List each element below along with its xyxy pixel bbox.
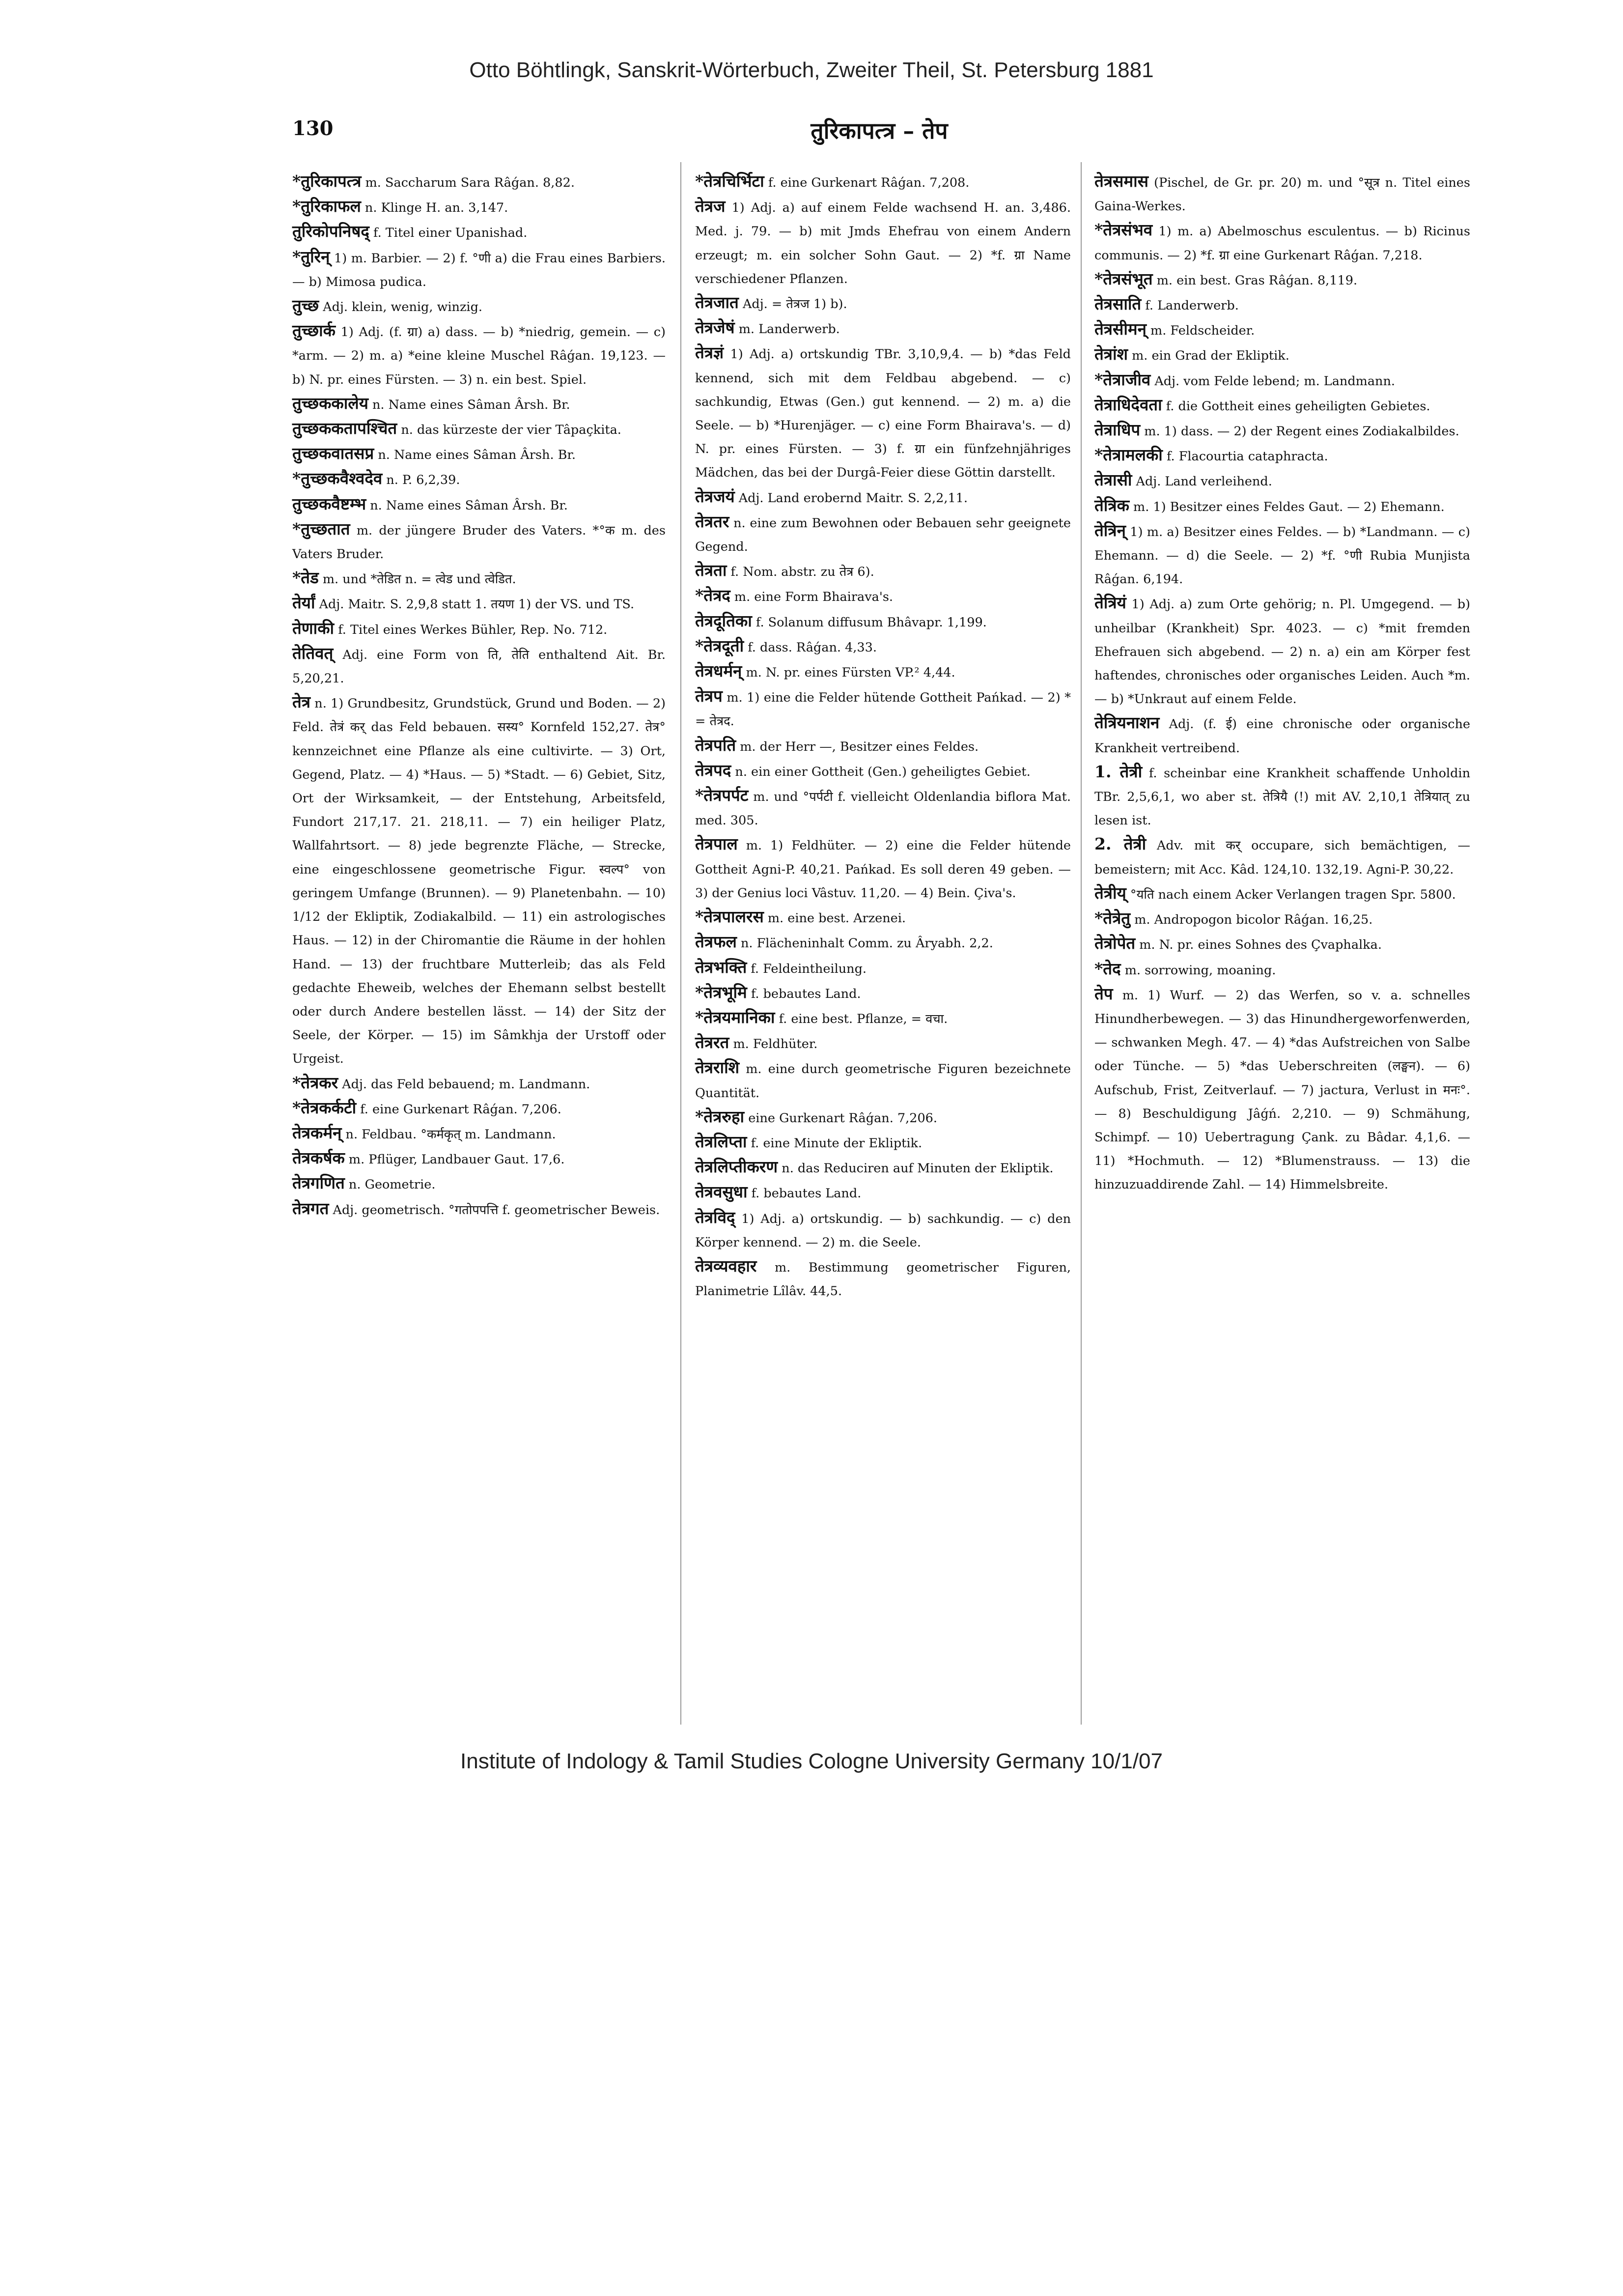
entry-headword: तेत्रासी [1094, 470, 1132, 490]
entry-headword: तेतिवत् [292, 643, 334, 663]
entry-definition: eine Gurkenart Râǵan. 7,206. [744, 1110, 938, 1126]
dictionary-column-2 [695, 170, 1071, 1303]
dictionary-entry [1094, 418, 1470, 443]
dictionary-entry [1094, 907, 1470, 932]
entry-definition: m. eine best. Arzenei. [763, 911, 906, 926]
dictionary-entry [695, 759, 1071, 784]
dictionary-entry [1094, 342, 1470, 368]
entry-headword: तेत्रज्ञं [695, 343, 724, 363]
entry-definition: n. das Reduciren auf Minuten der Ekliptik. [778, 1161, 1054, 1176]
entry-definition: f. bebautes Land. [747, 1186, 862, 1201]
entry-definition: m. und *तेडित n. = त्वेड und त्वेडित. [318, 572, 516, 587]
entry-headword: तेत्रिक [1094, 495, 1129, 515]
dictionary-entry [1094, 468, 1470, 493]
column-divider [1081, 162, 1082, 1725]
dictionary-entry [695, 609, 1071, 634]
dictionary-entry [695, 559, 1071, 584]
entry-definition: 1) m. a) Besitzer eines Feldes. — b) *Landmann. — c) Ehemann. — d) die Seele. — 2) *f. °णी Rubia Munjista Râǵan. 6,194. [1094, 524, 1470, 587]
entry-headword: तुच्छककालेय [292, 393, 368, 413]
dictionary-entry [695, 1180, 1071, 1205]
entry-definition: n. Flächeninhalt Comm. zu Âryabh. 2,2. [736, 936, 993, 951]
dictionary-entry [695, 734, 1071, 759]
entry-headword: तेत्रगत [292, 1198, 329, 1218]
entry-headword: तेत्रकर्षक [292, 1148, 345, 1168]
dictionary-entry [695, 1056, 1071, 1105]
entry-headword: तेत्रसाति [1094, 294, 1142, 314]
entry-definition: m. N. pr. eines Fürsten VP.² 4,44. [742, 665, 955, 680]
dictionary-entry [695, 930, 1071, 955]
dictionary-entry [695, 784, 1071, 832]
entry-headword: तेत्ररत [695, 1033, 729, 1052]
dictionary-entry [695, 634, 1071, 659]
dictionary-entry [695, 659, 1071, 684]
dictionary-entry [292, 1197, 666, 1222]
entry-headword: *तेत्रकर [292, 1073, 338, 1092]
entry-headword: तेत्रज [695, 197, 726, 216]
page-number: 130 [292, 117, 334, 140]
dictionary-entry [292, 1121, 666, 1146]
entry-headword: तेत्रता [695, 561, 727, 580]
entry-headword: तेत्रप [695, 686, 723, 706]
dictionary-entry [292, 245, 666, 294]
entry-definition: Adj. klein, wenig, winzig. [319, 300, 483, 315]
dictionary-entry [1094, 494, 1470, 519]
document-footer: Institute of Indology & Tamil Studies Cologne University Germany 10/1/07 [460, 1749, 1163, 1773]
entry-definition: Adj. (f. ई) eine chronische oder organische Krankheit vertreibend. [1094, 717, 1470, 756]
dictionary-entry [292, 294, 666, 319]
dictionary-entry [695, 1254, 1071, 1303]
entry-definition: Adj. geometrisch. °गतोपपत्ति f. geometrischer Beweis. [329, 1202, 660, 1218]
entry-headword: तेत्रिन् [1094, 520, 1126, 540]
entry-headword: तेत्रराशि [695, 1058, 740, 1077]
dictionary-entry [695, 1130, 1071, 1155]
entry-definition: n. Name eines Sâman Ârsh. Br. [366, 498, 568, 513]
entry-definition: 1) m. Barbier. — 2) f. °णी a) die Frau eines Barbiers. — b) Mimosa pudica. [292, 251, 666, 289]
entry-definition: 1) Adj. a) ortskundig. — b) sachkundig. — c) den Körper kennend. — 2) m. die Seele. [695, 1211, 1071, 1250]
dictionary-entry [292, 517, 666, 566]
entry-headword: तेत्रलिप्ता [695, 1132, 747, 1151]
dictionary-entry [1094, 443, 1470, 468]
entry-headword: *तेत्ररुहा [695, 1106, 745, 1126]
dictionary-entry [695, 170, 1071, 195]
entry-headword: *तेत्रकर्कटी [292, 1098, 357, 1117]
entry-definition: f. dass. Râǵan. 4,33. [744, 640, 877, 655]
entry-definition: f. Landerwerb. [1141, 298, 1239, 313]
dictionary-entry [1094, 519, 1470, 592]
entry-headword: तेत्रपति [695, 735, 736, 755]
dictionary-entry [695, 832, 1071, 905]
dictionary-entry [1094, 292, 1470, 317]
entry-definition: Adj. eine Form von ति, तेति enthaltend Ait. Br. 5,20,21. [292, 647, 666, 686]
entry-headword: तेत्रजात [695, 293, 739, 312]
dictionary-entry [1094, 317, 1470, 342]
entry-headword: *तेत्राजीव [1094, 369, 1151, 389]
entry-headword: तेत्रविद् [695, 1207, 735, 1227]
entry-definition: Adj. vom Felde lebend; m. Landmann. [1150, 373, 1396, 389]
entry-definition: m. der Herr —, Besitzer eines Feldes. [736, 739, 979, 754]
dictionary-entry [292, 1171, 666, 1196]
dictionary-entry [695, 1105, 1071, 1130]
entry-definition: n. das kürzeste der vier Tâpaçkita. [397, 423, 621, 438]
entry-headword: 2. तेत्री [1094, 834, 1147, 854]
entry-definition: 1) m. a) Abelmoschus esculentus. — b) Ricinus communis. — 2) *f. ग्रा eine Gurkenart Râǵan. 7,218. [1094, 224, 1470, 263]
entry-headword: तेत्र [292, 692, 311, 712]
entry-headword: *तुच्छतात [292, 519, 350, 539]
entry-definition: m. 1) Feldhüter. — 2) eine die Felder hütende Gottheit Agni-P. 40,21. Pańkad. Es soll deren 49 geben. — 3) der Genius loci Vâstuv. 11,20. — 4) Bein. Çiva's. [695, 838, 1071, 901]
entry-headword: तेत्रपाल [695, 834, 738, 854]
entry-definition: 1) Adj. a) auf einem Felde wachsend H. an. 3,486. Med. j. 79. — b) mit Jmds Ehefrau von einem Andern erzeugt; m. ein solcher Sohn Gaut. — 2) *f. ग्रा Name verschiedener Pflanzen. [695, 200, 1071, 286]
entry-headword: तेत्रदूतिका [695, 611, 752, 630]
entry-headword: तुच्छकवैष्टम्भ [292, 494, 366, 513]
entry-definition: m. Landerwerb. [734, 322, 840, 337]
entry-headword: तेत्रांश [1094, 344, 1128, 364]
entry-headword: तेत्रजयं [695, 486, 735, 506]
dictionary-entry [1094, 881, 1470, 907]
entry-definition: m. Andropogon bicolor Râǵan. 16,25. [1130, 912, 1373, 928]
entry-definition: m. sorrowing, moaning. [1120, 963, 1276, 978]
document-header: Otto Böhtlingk, Sanskrit-Wörterbuch, Zweiter Theil, St. Petersburg 1881 [469, 58, 1154, 82]
entry-headword: तेणाकी [292, 618, 335, 638]
entry-definition: Adj. Maitr. S. 2,9,8 statt 1. तयण 1) der VS. und TS. [315, 597, 635, 612]
dictionary-entry [695, 981, 1071, 1006]
entry-headword: तेत्राधिदेवता [1094, 395, 1162, 414]
entry-definition: n. Name eines Sâman Ârsh. Br. [368, 397, 570, 412]
dictionary-entry [292, 195, 666, 220]
dictionary-entry [292, 492, 666, 517]
entry-definition: n. Name eines Sâman Ârsh. Br. [374, 448, 576, 463]
entry-definition: m. Feldscheider. [1146, 323, 1255, 339]
entry-definition: Adj. Land verleihend. [1132, 474, 1272, 489]
entry-headword: तेत्रधर्मन् [695, 661, 742, 681]
dictionary-entry [695, 1155, 1071, 1180]
dictionary-entry [1094, 832, 1470, 881]
entry-definition: f. eine Minute der Ekliptik. [747, 1135, 923, 1151]
entry-headword: तेत्रजेषं [695, 318, 735, 338]
entry-headword: तेत्रसीमन् [1094, 319, 1147, 339]
entry-definition: n. P. 6,2,39. [382, 473, 460, 488]
dictionary-entry [695, 1031, 1071, 1056]
entry-headword: तेत्रियनाशन [1094, 713, 1160, 733]
entry-definition: n. Geometrie. [344, 1177, 436, 1192]
entry-headword: *तेत्रामलकी [1094, 445, 1163, 465]
dictionary-entry [1094, 218, 1470, 267]
entry-headword: तेत्रियं [1094, 593, 1126, 613]
entry-definition: (Pischel, de Gr. pr. 20) m. und °सूत्र n. Titel eines Gaina-Werkes. [1094, 175, 1470, 214]
entry-definition: m. 1) Besitzer eines Feldes Gaut. — 2) Ehemann. [1129, 499, 1445, 514]
dictionary-entry [1094, 982, 1470, 1197]
entry-headword: *तेत्रभूमि [695, 982, 747, 1002]
dictionary-entry [292, 170, 666, 195]
dictionary-entry [1094, 267, 1470, 292]
entry-headword: *तेत्रसंभूत [1094, 269, 1153, 288]
entry-definition: f. bebautes Land. [747, 986, 861, 1001]
entry-headword: *तुरिकाफल [292, 197, 361, 216]
entry-headword: 1. तेत्री [1094, 762, 1143, 781]
entry-definition: m. ein best. Gras Râǵan. 8,119. [1152, 273, 1358, 288]
dictionary-entry [695, 956, 1071, 981]
running-title: तुरिकापत्त्र – तेप [811, 117, 948, 144]
dictionary-entry [695, 341, 1071, 484]
entry-definition: n. eine zum Bewohnen oder Bebauen sehr geeignete Gegend. [695, 515, 1071, 555]
entry-definition: Adj. das Feld bebauend; m. Landmann. [338, 1077, 590, 1092]
entry-definition: f. Nom. abstr. zu तेत्र 6). [727, 565, 874, 580]
dictionary-entry [1094, 957, 1470, 982]
entry-definition: f. Solanum diffusum Bhâvapr. 1,199. [752, 615, 987, 630]
entry-headword: *तुरिकापत्त्र [292, 171, 362, 191]
entry-headword: *तुरिन् [292, 247, 330, 266]
entry-definition: 1) Adj. a) zum Orte gehörig; n. Pl. Umgegend. — b) unheilbar (Krankheit) Spr. 4023. — c) *mit fremden Ehefrauen sich abgebend. — 2) n. a) ein am Körper fest haftendes, chronisches oder organisches Leiden. Auch *m. — b) *Unkraut auf einem Felde. [1094, 597, 1470, 707]
entry-definition: m. und °पर्पटी f. vielleicht Oldenlandia biflora Mat. med. 305. [695, 790, 1071, 828]
dictionary-entry [292, 566, 666, 591]
entry-definition: m. Bestimmung geometrischer Figuren, Planimetrie Lîlâv. 44,5. [695, 1260, 1071, 1299]
entry-headword: तुच्छ [292, 296, 319, 315]
entry-headword: तुच्छककतापश्चित [292, 419, 397, 438]
entry-definition: m. ein Grad der Ekliptik. [1128, 348, 1289, 364]
entry-headword: *तेद [1094, 959, 1121, 978]
dictionary-entry [695, 316, 1071, 341]
entry-headword: तुरिकोपनिषद् [292, 222, 369, 241]
dictionary-entry [292, 319, 666, 392]
entry-headword: तेप [1094, 984, 1113, 1003]
entry-headword: तेत्रवसुधा [695, 1182, 748, 1202]
entry-definition: m. Feldhüter. [729, 1037, 818, 1052]
dictionary-entry [695, 1206, 1071, 1254]
entry-definition: °यति nach einem Acker Verlangen tragen Spr. 5800. [1126, 887, 1456, 902]
entry-headword: *तेत्रदूती [695, 636, 744, 655]
entry-headword: *तेत्रेतु [1094, 908, 1131, 928]
entry-definition: f. Titel einer Upanishad. [369, 226, 528, 241]
entry-definition: Adj. = तेत्रज 1) b). [738, 297, 847, 312]
entry-headword: तेत्रसमास [1094, 171, 1148, 191]
dictionary-entry [695, 684, 1071, 733]
dictionary-entry [292, 642, 666, 690]
entry-headword: तेर्यां [292, 593, 315, 613]
dictionary-entry [695, 485, 1071, 510]
entry-headword: तुच्छकवातसप्र [292, 444, 374, 463]
entry-headword: *तुच्छकवैश्वदेव [292, 469, 383, 488]
dictionary-entry [1094, 932, 1470, 957]
entry-headword: तेत्रभक्ति [695, 957, 747, 977]
entry-definition: f. Flacourtia cataphracta. [1162, 449, 1328, 464]
entry-definition: f. scheinbar eine Krankheit schaffende Unholdin TBr. 2,5,6,1, wo aber st. तेत्रियै (!) mit AV. 2,10,1 तेत्रियात् zu lesen ist. [1094, 765, 1470, 828]
entry-headword: *तेत्रयमानिका [695, 1007, 775, 1027]
entry-definition: m. eine durch geometrische Figuren bezeichnete Quantität. [695, 1062, 1071, 1101]
dictionary-entry [1094, 591, 1470, 711]
dictionary-column-1 [292, 170, 666, 1222]
dictionary-entry [1094, 711, 1470, 760]
dictionary-entry [1094, 368, 1470, 393]
running-head [292, 117, 1466, 146]
dictionary-entry [695, 510, 1071, 559]
entry-headword: तेत्रलिप्तीकरण [695, 1157, 778, 1177]
entry-headword: तुच्छार्क [292, 321, 336, 340]
dictionary-entry [695, 1006, 1071, 1031]
entry-headword: तेत्रगणित [292, 1173, 345, 1193]
entry-headword: *तेड [292, 568, 319, 588]
entry-headword: तेत्रपद [695, 760, 731, 780]
entry-definition: 1) Adj. (f. ग्रा) a) dass. — b) *niedrig, gemein. — c) *arm. — 2) m. a) *eine kleine Muschel Râǵan. 19,123. — b) N. pr. eines Fürsten. — 3) n. ein best. Spiel. [292, 325, 666, 387]
entry-definition: m. 1) eine die Felder hütende Gottheit Pańkad. — 2) * = तेत्रद. [695, 690, 1071, 729]
entry-headword: तेत्रफल [695, 932, 737, 952]
entry-definition: 1) Adj. a) ortskundig TBr. 3,10,9,4. — b) *das Feld kennend, sich mit dem Feldbau abgebend. — c) sachkundig, Etwas (Gen.) gut kennend. — 2) m. a) die Seele. — b) *Hurenjäger. — c) eine Form Bhairava's. — d) N. pr. eines Fürsten. — 3) f. ग्रा ein fünfzehnjähriges Mädchen, das bei der Durgâ-Feier diese Göttin darstellt. [695, 347, 1071, 481]
dictionary-entry [292, 690, 666, 1071]
entry-definition: f. eine Gurkenart Râǵan. 7,208. [764, 175, 970, 190]
entry-definition: Adv. mit कर् occupare, sich bemächtigen, — bemeistern; mit Acc. Kâd. 124,10. 132,19. Agni-P. 30,22. [1094, 838, 1470, 877]
dictionary-entry [695, 195, 1071, 291]
dictionary-entry [292, 591, 666, 616]
entry-definition: m. N. pr. eines Sohnes des Çvaphalka. [1135, 937, 1382, 953]
dictionary-entry [695, 291, 1071, 316]
entry-definition: n. Feldbau. °कर्मकृत् m. Landmann. [341, 1127, 556, 1142]
entry-headword: *तेत्रसंभव [1094, 220, 1153, 240]
entry-headword: तेत्रकर्मन् [292, 1123, 342, 1142]
entry-headword: *तेत्रद [695, 586, 730, 605]
entry-headword: तेत्राधिप [1094, 420, 1141, 440]
dictionary-entry [292, 1146, 666, 1171]
entry-definition: m. 1) Wurf. — 2) das Werfen, so v. a. schnelles Hinundherbewegen. — 3) das Hinundhergeworfenwerden, — schwanken Megh. 47. — 4) *das Aufstreichen von Salbe oder Tünche. — 5) *das Ueberschreiten (लङ्घन). — 6) Aufschub, Frist, Zeitverlauf. — 7) jactura, Verlust in मनः°. — 8) Beschuldigung Jâǵń. 2,210. — 9) Schmähung, Schimpf. — 10) Uebertragung Çank. zu Bâdar. 4,1,6. — 11) *Hochmuth. — 12) *Blumenstrauss. — 13) die hinzuzuaddirende Zahl. — 14) Himmelsbreite. [1094, 988, 1470, 1192]
entry-headword: तेत्रीय् [1094, 883, 1126, 903]
dictionary-entry [292, 467, 666, 492]
dictionary-entry [292, 392, 666, 417]
entry-definition: f. eine best. Pflanze, = वचा. [775, 1011, 948, 1026]
dictionary-entry [292, 1071, 666, 1096]
dictionary-entry [292, 1096, 666, 1121]
entry-definition: f. Feldeintheilung. [747, 961, 867, 976]
entry-definition: f. Titel eines Werkes Bühler, Rep. No. 712. [334, 622, 608, 637]
dictionary-entry [292, 220, 666, 245]
entry-definition: m. Saccharum Sara Râǵan. 8,82. [361, 175, 575, 190]
entry-definition: m. eine Form Bhairava's. [730, 590, 894, 605]
column-divider [680, 162, 681, 1725]
entry-headword: *तेत्रपालरस [695, 907, 764, 927]
dictionary-entry [1094, 760, 1470, 833]
dictionary-entry [695, 905, 1071, 930]
dictionary-entry [1094, 393, 1470, 418]
dictionary-entry [292, 442, 666, 467]
dictionary-entry [695, 584, 1071, 609]
entry-definition: n. ein einer Gottheit (Gen.) geheiligtes Gebiet. [731, 764, 1031, 779]
entry-headword: तेत्रतर [695, 511, 729, 531]
dictionary-column-3 [1094, 170, 1470, 1197]
entry-definition: f. die Gottheit eines geheiligten Gebietes. [1162, 398, 1430, 414]
entry-definition: n. 1) Grundbesitz, Grundstück, Grund und Boden. — 2) Feld. तेत्रं कर् das Feld bebauen. सस्य° Kornfeld 152,27. तेत्र° kennzeichnet eine Pflanze als eine cultivirte. — 3) Ort, Gegend, Platz. — 4) *Haus. — 5) *Stadt. — 6) Gebiet, Sitz, Ort der Wirksamkeit, — der Entstehung, Arbeitsfeld, Fundort 217,17. 21. 218,11. — 7) ein heiliger Platz, Wallfahrtsort. — 8) jede begrenzte Fläche, — Strecke, eine eingeschlossene geometrische Figur. स्वल्प° von geringem Umfange (Brunnen). — 9) Planetenbahn. — 10) 1/12 der Ekliptik, Zodiakalbild. — 11) ein astrologisches Haus. — 12) in der Chiromantie die Räume in der hohlen Hand. — 13) der fruchtbare Mutterleib; das als Feld gedachte Eheweib, welches der Ehemann selbst bestellt oder durch Andere bestellen lässt. — 14) der Sitz der Seele, der Körper. — 15) im Sâmkhja der Urstoff oder Urgeist. [292, 696, 666, 1067]
entry-definition: n. Klinge H. an. 3,147. [361, 200, 508, 216]
dictionary-entry [1094, 170, 1470, 218]
entry-definition: m. 1) dass. — 2) der Regent eines Zodiakalbildes. [1140, 424, 1459, 439]
entry-definition: m. der jüngere Bruder des Vaters. *°क m. des Vaters Bruder. [292, 523, 666, 562]
entry-headword: *तेत्रचिर्भिटा [695, 171, 764, 191]
dictionary-entry [292, 617, 666, 642]
entry-definition: Adj. Land erobernd Maitr. S. 2,2,11. [734, 490, 968, 506]
dictionary-entry [292, 417, 666, 442]
entry-headword: तेत्रोपेत [1094, 934, 1136, 953]
entry-definition: f. eine Gurkenart Râǵan. 7,206. [356, 1102, 561, 1117]
entry-definition: m. Pflüger, Landbauer Gaut. 17,6. [344, 1152, 565, 1167]
entry-headword: *तेत्रपर्पट [695, 786, 749, 805]
entry-headword: तेत्रव्यवहार [695, 1256, 757, 1276]
